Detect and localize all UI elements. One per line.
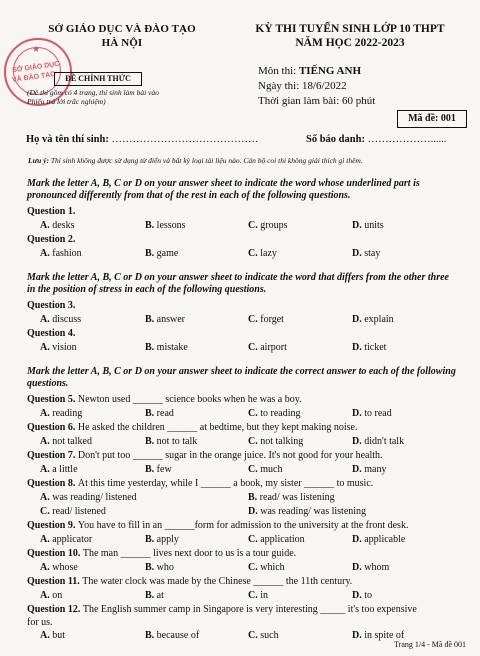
option-text: which: [260, 562, 285, 573]
question-number: Question 11.: [27, 576, 80, 587]
answer-option: [145, 464, 172, 475]
subject-value: TIẾNG ANH: [298, 65, 361, 77]
option-text: not talking: [260, 436, 304, 447]
option-key: D.: [352, 562, 362, 573]
question-number: Question 12.: [27, 604, 81, 615]
question-stem: The man ______ lives next door to us is a tour guide.: [82, 548, 297, 559]
question-label: [27, 604, 417, 615]
answer-option: [352, 436, 404, 447]
duration-label: Thời gian làm bài:: [258, 95, 340, 107]
answer-option: [248, 590, 268, 601]
option-text: because of: [156, 630, 200, 641]
option-text: who: [156, 562, 174, 573]
school-year: NĂM HỌC 2022-2023: [295, 37, 405, 49]
answer-option: [40, 314, 81, 325]
answer-option: [248, 492, 335, 503]
question-label: [27, 478, 373, 489]
option-text: many: [364, 464, 387, 475]
question-stem: You have to fill in an ______form for admission to the university at the front desk.: [77, 520, 409, 531]
answer-option: [352, 220, 384, 231]
answer-option: [40, 534, 92, 545]
exam-title: KỲ THI TUYỂN SINH LỚP 10 THPT: [255, 23, 445, 35]
option-key: D.: [352, 314, 362, 325]
answer-option: [352, 408, 392, 419]
question-label: [27, 576, 352, 587]
option-text: but: [52, 630, 66, 641]
answer-option: [40, 630, 65, 641]
answer-option: [145, 314, 185, 325]
answer-option: [145, 248, 178, 259]
note-label: Lưu ý:: [28, 156, 49, 165]
question-stem: The English summer camp in Singapore is very interesting _____ it's too expensive: [82, 604, 417, 615]
answer-option: [248, 464, 282, 475]
option-key: D.: [352, 248, 362, 259]
candidate-name-dots: ……………………………………: [111, 134, 259, 145]
option-text: answer: [156, 314, 185, 325]
option-key: A.: [40, 492, 50, 503]
answer-option: [40, 220, 74, 231]
duration-value: 60 phút: [342, 95, 376, 107]
option-text: such: [260, 630, 279, 641]
option-key: D.: [352, 342, 362, 353]
option-text: a little: [52, 464, 78, 475]
option-key: C.: [248, 464, 258, 475]
option-text: discuss: [52, 314, 82, 325]
section-instruction: Mark the letter A, B, C or D on your answer sheet to indicate the word whose underlined part is pronounced differently from that of the rest in each of the following questions.: [27, 178, 420, 201]
option-text: airport: [260, 342, 287, 353]
option-text: application: [260, 534, 305, 545]
answer-option: [40, 492, 137, 503]
option-text: was reading/ listened: [52, 492, 137, 503]
date-value: 18/6/2022: [302, 80, 347, 92]
answer-option: [40, 590, 62, 601]
question-number: Question 10.: [27, 548, 81, 559]
question-label: [27, 394, 302, 405]
option-text: desks: [52, 220, 75, 231]
option-text: lessons: [156, 220, 186, 231]
option-key: D.: [352, 590, 362, 601]
question-stem-continued: for us.: [27, 617, 53, 628]
option-key: B.: [248, 492, 258, 503]
option-text: at: [156, 590, 164, 601]
option-text: apply: [156, 534, 179, 545]
answer-option: [248, 248, 277, 259]
answer-option: [145, 590, 164, 601]
answer-option: [145, 562, 174, 573]
department-name: SỞ GIÁO DỤC VÀ ĐÀO TẠO: [48, 23, 196, 35]
official-label: ĐỀ CHÍNH THỨC: [54, 72, 142, 86]
answer-option: [145, 630, 199, 641]
option-text: groups: [260, 220, 288, 231]
department-header: [22, 22, 222, 50]
option-key: D.: [352, 464, 362, 475]
answer-option: [40, 248, 82, 259]
option-key: C.: [248, 436, 258, 447]
page-footer: Trang 1/4 - Mã đề 001: [394, 640, 466, 649]
option-key: D.: [352, 534, 362, 545]
answer-option: [40, 436, 92, 447]
option-key: B.: [145, 562, 155, 573]
question-label: Question 3.: [27, 300, 76, 311]
candidate-number-line: [306, 134, 446, 145]
option-key: C.: [248, 590, 258, 601]
question-label: Question 2.: [27, 234, 76, 245]
exam-note: [28, 156, 468, 165]
option-text: whom: [364, 562, 390, 573]
answer-option: [352, 314, 394, 325]
option-text: to reading: [260, 408, 301, 419]
question-number: Question 7.: [27, 450, 76, 461]
option-text: much: [260, 464, 283, 475]
option-text: game: [156, 248, 179, 259]
option-key: B.: [145, 408, 155, 419]
question-label: Question 1.: [27, 206, 76, 217]
question-label: Question 4.: [27, 328, 76, 339]
exam-info: [258, 64, 375, 109]
option-key: D.: [352, 408, 362, 419]
option-key: A.: [40, 408, 50, 419]
answer-option: [40, 464, 78, 475]
option-key: A.: [40, 562, 50, 573]
candidate-number-label: Số báo danh:: [306, 134, 365, 145]
option-key: C.: [248, 220, 258, 231]
department-city: HÀ NỘI: [101, 37, 143, 49]
option-text: explain: [364, 314, 394, 325]
question-stem: Newton used ______ science books when he was a boy.: [77, 394, 302, 405]
option-text: read/ listened: [52, 506, 106, 517]
option-text: few: [156, 464, 172, 475]
date-label: Ngày thi:: [258, 80, 300, 92]
answer-option: [352, 342, 386, 353]
option-text: not to talk: [156, 436, 198, 447]
answer-option: [248, 220, 287, 231]
stamp-text-line2: VÀ ĐÀO TẠO: [11, 70, 57, 85]
option-text: stay: [364, 248, 381, 259]
option-key: B.: [145, 342, 155, 353]
option-key: A.: [40, 464, 50, 475]
option-key: B.: [145, 436, 155, 447]
option-text: read: [156, 408, 174, 419]
answer-option: [40, 342, 77, 353]
option-key: A.: [40, 534, 50, 545]
answer-option: [248, 408, 301, 419]
question-label: [27, 422, 358, 433]
section-instruction: Mark the letter A, B, C or D on your answer sheet to indicate the correct answer to each of the following questions.: [27, 366, 456, 389]
question-number: Question 9.: [27, 520, 76, 531]
answer-option: [248, 342, 287, 353]
official-note: (Đề thi gồm có 4 trang, thí sinh làm bài vào Phiếu trả lời trắc nghiệm): [27, 88, 159, 106]
option-key: C.: [248, 534, 258, 545]
answer-option: [40, 408, 82, 419]
option-key: C.: [248, 408, 258, 419]
option-text: was reading/ was listening: [260, 506, 367, 517]
question-stem: The water clock was made by the Chinese ______ the 11th century.: [82, 576, 353, 587]
option-key: C.: [248, 630, 258, 641]
option-key: B.: [145, 534, 155, 545]
option-text: vision: [52, 342, 77, 353]
option-key: A.: [40, 342, 50, 353]
option-key: D.: [248, 506, 258, 517]
option-key: D.: [352, 220, 362, 231]
candidate-number-dots: ………………......: [367, 134, 447, 145]
option-key: A.: [40, 314, 50, 325]
question-number: Question 6.: [27, 422, 76, 433]
star-icon: ★: [32, 44, 41, 54]
option-text: forget: [260, 314, 284, 325]
option-key: B.: [145, 630, 155, 641]
option-text: fashion: [52, 248, 82, 259]
question-number: Question 5.: [27, 394, 76, 405]
option-key: D.: [352, 630, 362, 641]
option-text: units: [364, 220, 384, 231]
answer-option: [145, 220, 186, 231]
answer-option: [40, 506, 106, 517]
answer-option: [248, 314, 284, 325]
answer-option: [352, 534, 405, 545]
answer-option: [145, 534, 179, 545]
option-key: B.: [145, 248, 155, 259]
option-key: B.: [145, 590, 155, 601]
option-text: mistake: [156, 342, 188, 353]
option-key: C.: [248, 562, 258, 573]
stamp-text-line1: SỞ GIÁO DỤC: [11, 60, 60, 75]
exam-header: [232, 22, 468, 50]
option-text: whose: [52, 562, 78, 573]
option-key: B.: [145, 220, 155, 231]
answer-option: [352, 590, 372, 601]
question-label: [27, 548, 296, 559]
option-text: not talked: [52, 436, 92, 447]
answer-option: [248, 562, 285, 573]
answer-option: [352, 248, 380, 259]
option-text: on: [52, 590, 63, 601]
section-instruction: Mark the letter A, B, C or D on your answer sheet to indicate the word that differs from the other three in the position of stress in each of the following questions.: [27, 272, 449, 295]
option-key: C.: [248, 342, 258, 353]
answer-option: [145, 342, 188, 353]
subject-label: Môn thi:: [258, 65, 297, 77]
option-key: C.: [40, 506, 50, 517]
question-label: [27, 450, 383, 461]
option-key: A.: [40, 590, 50, 601]
answer-option: [352, 562, 389, 573]
question-label: [27, 520, 408, 531]
option-text: applicable: [364, 534, 406, 545]
candidate-name-line: [26, 134, 258, 145]
option-key: A.: [40, 436, 50, 447]
option-text: lazy: [260, 248, 277, 259]
question-stem: At this time yesterday, while I ______ a book, my sister ______ to music.: [77, 478, 374, 489]
answer-option: [248, 630, 279, 641]
option-text: reading: [52, 408, 83, 419]
note-text: Thí sinh không được sử dụng từ điển và bất kỳ loại tài liệu nào. Cán bộ coi thi không giải thích gì thêm.: [50, 156, 363, 165]
option-key: A.: [40, 220, 50, 231]
option-key: A.: [40, 248, 50, 259]
question-stem: He asked the children ______ at bedtime, but they kept making noise.: [77, 422, 358, 433]
option-text: in spite of: [364, 630, 405, 641]
option-key: B.: [145, 314, 155, 325]
option-text: didn't talk: [364, 436, 405, 447]
option-key: B.: [145, 464, 155, 475]
answer-option: [352, 464, 386, 475]
answer-option: [248, 534, 305, 545]
answer-option: [248, 506, 366, 517]
question-stem: Don't put too ______ sugar in the orange juice. It's not good for your health.: [77, 450, 383, 461]
option-key: A.: [40, 630, 50, 641]
answer-option: [248, 436, 303, 447]
option-text: in: [260, 590, 269, 601]
option-text: read/ was listening: [259, 492, 335, 503]
option-text: to: [364, 590, 373, 601]
answer-option: [145, 408, 174, 419]
option-key: C.: [248, 314, 258, 325]
option-text: ticket: [364, 342, 387, 353]
question-number: Question 8.: [27, 478, 76, 489]
candidate-name-label: Họ và tên thí sinh:: [26, 134, 109, 145]
option-text: to read: [364, 408, 392, 419]
answer-option: [40, 562, 78, 573]
answer-option: [145, 436, 197, 447]
exam-code: Mã đề: 001: [397, 110, 467, 128]
option-key: C.: [248, 248, 258, 259]
option-text: applicator: [52, 534, 93, 545]
option-key: D.: [352, 436, 362, 447]
